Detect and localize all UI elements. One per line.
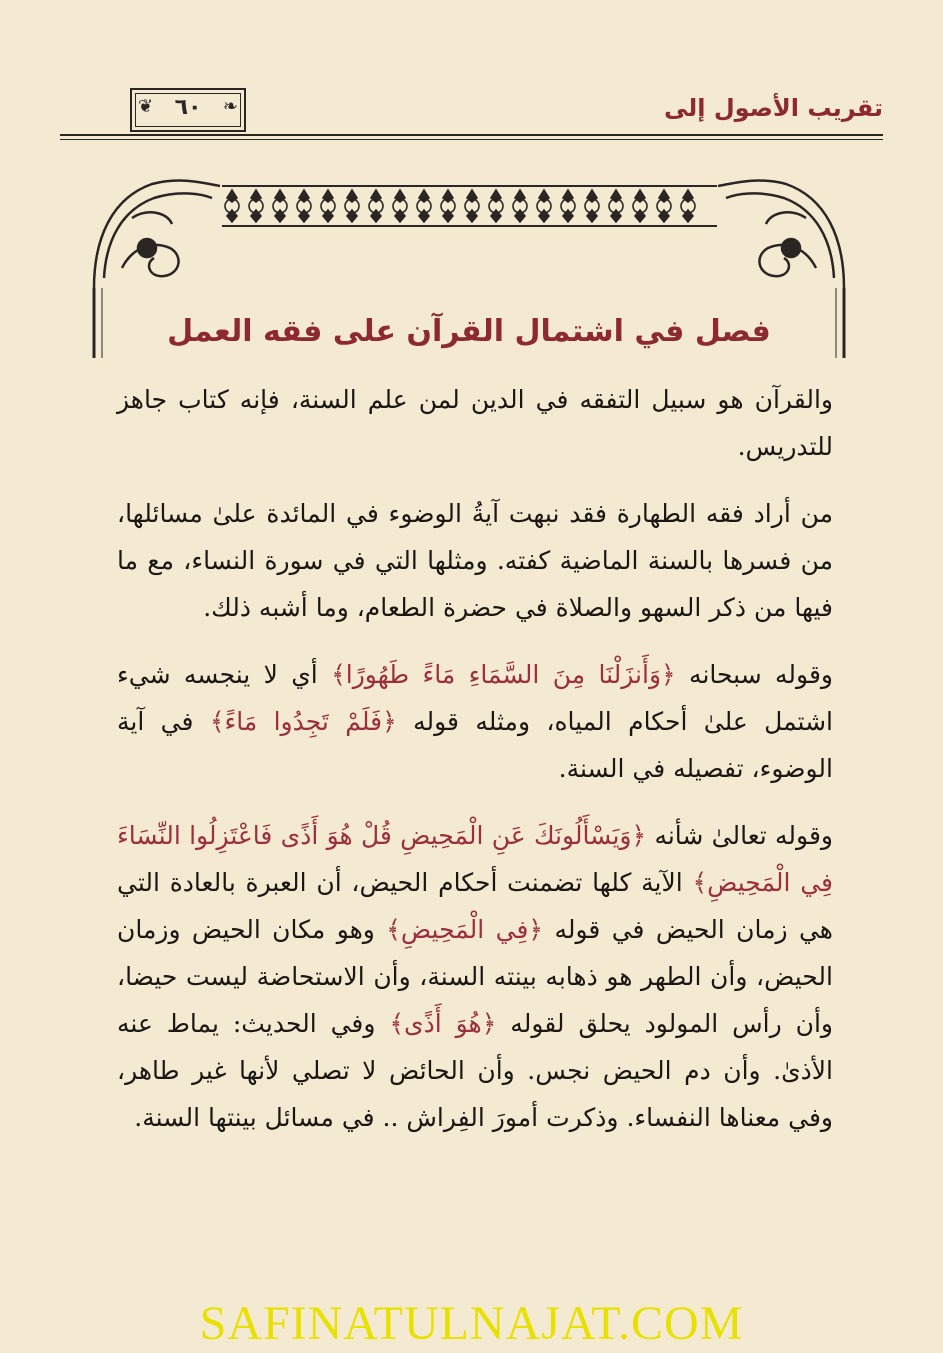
text-run: وهو مكان الحيض وزمان الحيض، وأن الطهر هو ذهابه بينته السنة، وأن الاستحاضة ليست حيضا، وأن رأس المولود يحلق لقوله	[117, 915, 833, 1038]
text-run: وفي الحديث: يماط عنه الأذىٰ. وأن دم الحيض نجس. وأن الحائض لا تصلي لأنها غير طاهر، وفي معناها النفساء. وذكرت أمورَ الفِراش .. في مسائل بينتها السنة.	[117, 1009, 833, 1132]
floral-corner-ornament	[94, 181, 220, 288]
paragraph: والقرآن هو سبيل التفقه في الدين لمن علم السنة، فإنه كتاب جاهز للتدريس.	[117, 385, 833, 461]
floral-ornament-icon: ❦	[138, 96, 154, 117]
text-run: في آية الوضوء، تفصيله في السنة.	[117, 707, 833, 783]
text-run: وقوله سبحانه	[675, 660, 833, 689]
paragraph	[117, 651, 833, 792]
header-divider	[60, 134, 883, 136]
floral-corner-ornament	[718, 181, 844, 288]
running-header	[60, 88, 883, 138]
text-run: وقوله تعالىٰ شأنه	[646, 821, 833, 850]
text-run: أي لا ينجسه شيء اشتمل علىٰ أحكام المياه، ومثله قوله	[117, 660, 833, 736]
paragraph: من أراد فقه الطهارة فقد نبهت آيةُ الوضوء في المائدة علىٰ مسائلها، من فسرها بالسنة الماضية كفته. ومثلها التي في سورة النساء، مع ما فيها من ذكر السهو والصلاة في حضرة الطعام، وما أشبه ذلك.	[117, 499, 833, 622]
decorative-band-ornament	[225, 190, 695, 222]
page-number-frame	[130, 88, 246, 132]
running-title: تقريب الأصول إلى	[663, 94, 883, 122]
text-run: الآية كلها تضمنت أحكام الحيض، أن العبرة بالعادة التي هي زمان الحيض في قوله	[117, 868, 833, 944]
quran-verse: ﴿هُوَ أَذًى﴾	[389, 1009, 497, 1038]
quran-verse: ﴿وَيَسْأَلُونَكَ عَنِ الْمَحِيضِ قُلْ هُوَ أَذًى فَاعْتَزِلُوا النِّسَاءَ فِي الْمَحِيضِ﴾	[117, 821, 833, 897]
floral-ornament-icon: ❧	[222, 96, 238, 117]
paragraph	[117, 812, 833, 1141]
page-number: ٦٠	[174, 95, 202, 120]
quran-verse: ﴿فَلَمْ تَجِدُوا مَاءً﴾	[209, 707, 397, 736]
body-text	[117, 376, 833, 1161]
watermark: SAFINATULNAJAT.COM	[199, 1297, 744, 1350]
quran-verse: ﴿وَأَنزَلْنَا مِنَ السَّمَاءِ مَاءً طَهُورًا﴾	[331, 660, 676, 689]
section-title: فصل في اشتمال القرآن على فقه العمل	[167, 314, 771, 349]
section-frame	[92, 178, 846, 378]
quran-verse: ﴿فِي الْمَحِيضِ﴾	[386, 915, 544, 944]
